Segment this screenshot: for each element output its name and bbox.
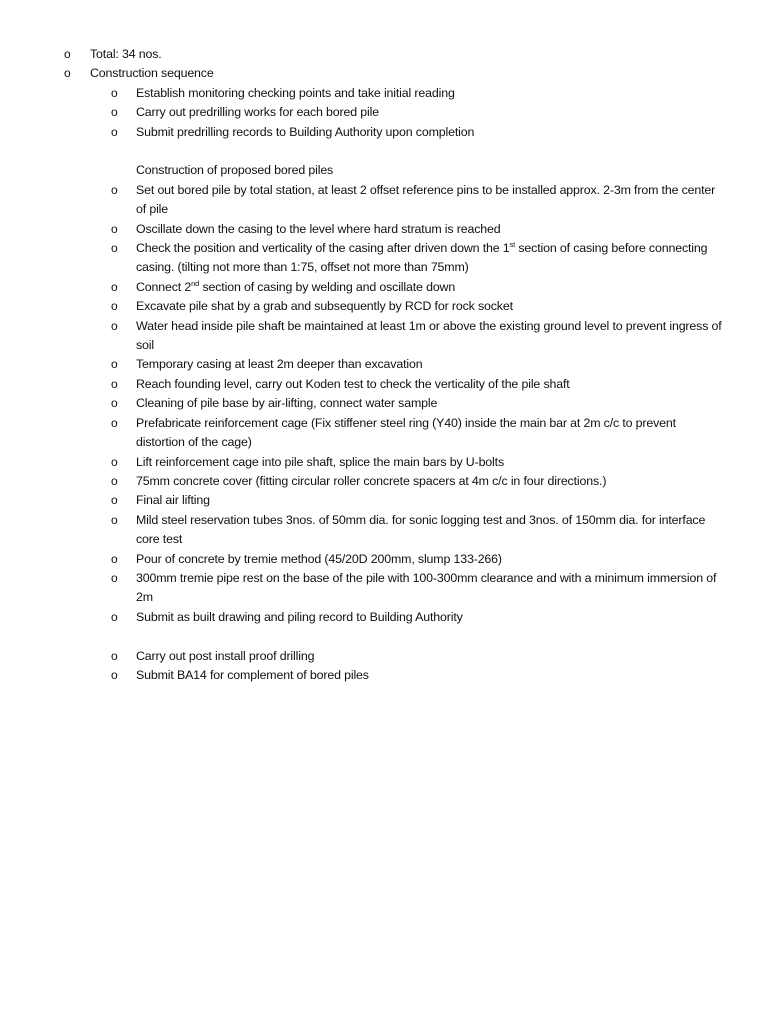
list-item-text: 75mm concrete cover (fitting circular roller concrete spacers at 4m c/c in four directions.) [136, 473, 607, 488]
list-item [0, 491, 726, 510]
list-item [0, 550, 726, 569]
list-item [0, 84, 726, 103]
list-item [0, 239, 726, 278]
superscript-text: st [509, 239, 516, 249]
bullet-icon: o [111, 124, 118, 139]
list-item [0, 45, 710, 64]
list-item-text: 300mm tremie pipe rest on the base of the pile with 100-300mm clearance and with a minimum immersion of 2m [136, 570, 717, 605]
bullet-icon: o [64, 47, 71, 61]
list-item-text: Carry out post install proof drilling [136, 648, 315, 663]
blank-line [0, 627, 768, 646]
list-item [0, 375, 726, 394]
list-item-text: Excavate pile shat by a grab and subsequently by RCD for rock socket [136, 299, 513, 314]
bullet-icon: o [111, 396, 118, 411]
section-heading [0, 161, 726, 180]
bullet-icon: o [64, 66, 71, 81]
bullet-icon: o [111, 318, 118, 333]
bullet-icon: o [111, 493, 118, 508]
list-item [0, 472, 726, 491]
list-item [0, 647, 726, 666]
text-fragment: section of casing before connecting casing. (tilting not more than 1:75, offset not more than 75mm) [136, 241, 708, 275]
list-item-text: Submit as built drawing and piling record to Building Authority [136, 609, 463, 624]
list-item [0, 569, 726, 608]
list-item [0, 181, 726, 220]
list-item-text: Final air lifting [136, 493, 210, 508]
list-item-text: Submit BA14 for complement of bored piles [136, 667, 369, 682]
list-item [0, 103, 726, 122]
list-item-text: Reach founding level, carry out Koden test to check the verticality of the pile shaft [136, 376, 570, 391]
bullet-icon: o [111, 512, 118, 527]
bullet-icon: o [111, 241, 118, 256]
bullet-icon: o [111, 105, 118, 120]
list-item [0, 220, 726, 239]
superscript-text: nd [191, 278, 200, 288]
list-item [0, 511, 726, 550]
list-item-text: Construction sequence [90, 66, 214, 81]
bullet-icon: o [111, 454, 118, 469]
bullet-icon: o [111, 609, 118, 624]
list-item [0, 297, 726, 316]
bullet-icon: o [111, 357, 118, 372]
bullet-icon: o [111, 376, 118, 391]
list-item-text: Carry out predrilling works for each bored pile [136, 105, 379, 120]
bullet-icon: o [111, 415, 118, 430]
list-item-text: Construction of proposed bored piles [136, 163, 334, 178]
text-fragment: Check the position and verticality of the casing after driven down the 1 [136, 241, 510, 256]
list-item [0, 278, 726, 297]
bullet-icon: o [111, 473, 118, 488]
list-item [0, 64, 710, 83]
blank-line [0, 142, 768, 161]
list-item-text: Submit predrilling records to Building Authority upon completion [136, 124, 475, 139]
list-item-text: Mild steel reservation tubes 3nos. of 50mm dia. for sonic logging test and 3nos. of 150mm dia. for interface core test [136, 512, 706, 547]
text-fragment: section of casing by welding and oscillate down [199, 279, 456, 294]
list-item-text: Establish monitoring checking points and take initial reading [136, 85, 455, 100]
list-item [0, 394, 726, 413]
list-item-text [136, 241, 707, 274]
bullet-icon: o [111, 221, 118, 236]
list-item [0, 317, 726, 356]
text-fragment: Connect 2 [136, 279, 192, 294]
list-item-text: Total: 34 nos. [90, 47, 162, 61]
list-item [0, 608, 726, 627]
list-item-text: Water head inside pile shaft be maintained at least 1m or above the existing ground level to prevent ingress of soil [136, 318, 722, 353]
bullet-icon: o [111, 648, 118, 663]
construction-list [0, 45, 768, 685]
list-item [0, 666, 726, 685]
bullet-icon: o [111, 551, 118, 566]
list-item-text: Pour of concrete by tremie method (45/20D 200mm, slump 133-266) [136, 551, 502, 566]
list-item-text: Oscillate down the casing to the level where hard stratum is reached [136, 221, 501, 236]
list-item-text: Set out bored pile by total station, at least 2 offset reference pins to be installed approx. 2-3m from the center of pile [136, 182, 716, 217]
bullet-icon: o [111, 182, 118, 197]
bullet-icon: o [111, 85, 118, 100]
list-item-text: Lift reinforcement cage into pile shaft, splice the main bars by U-bolts [136, 454, 504, 469]
bullet-icon: o [111, 279, 118, 294]
list-item-text [136, 280, 455, 294]
list-item-text: Cleaning of pile base by air-lifting, connect water sample [136, 396, 438, 411]
list-item-text: Prefabricate reinforcement cage (Fix stiffener steel ring (Y40) inside the main bar at 2m c/c to prevent distortion of the cage) [136, 415, 676, 450]
list-item [0, 453, 726, 472]
bullet-icon: o [111, 299, 118, 314]
bullet-icon: o [111, 667, 118, 682]
bullet-icon: o [111, 570, 118, 585]
list-item [0, 123, 726, 142]
list-item [0, 414, 726, 453]
list-item-text: Temporary casing at least 2m deeper than excavation [136, 357, 423, 372]
list-item [0, 355, 726, 374]
